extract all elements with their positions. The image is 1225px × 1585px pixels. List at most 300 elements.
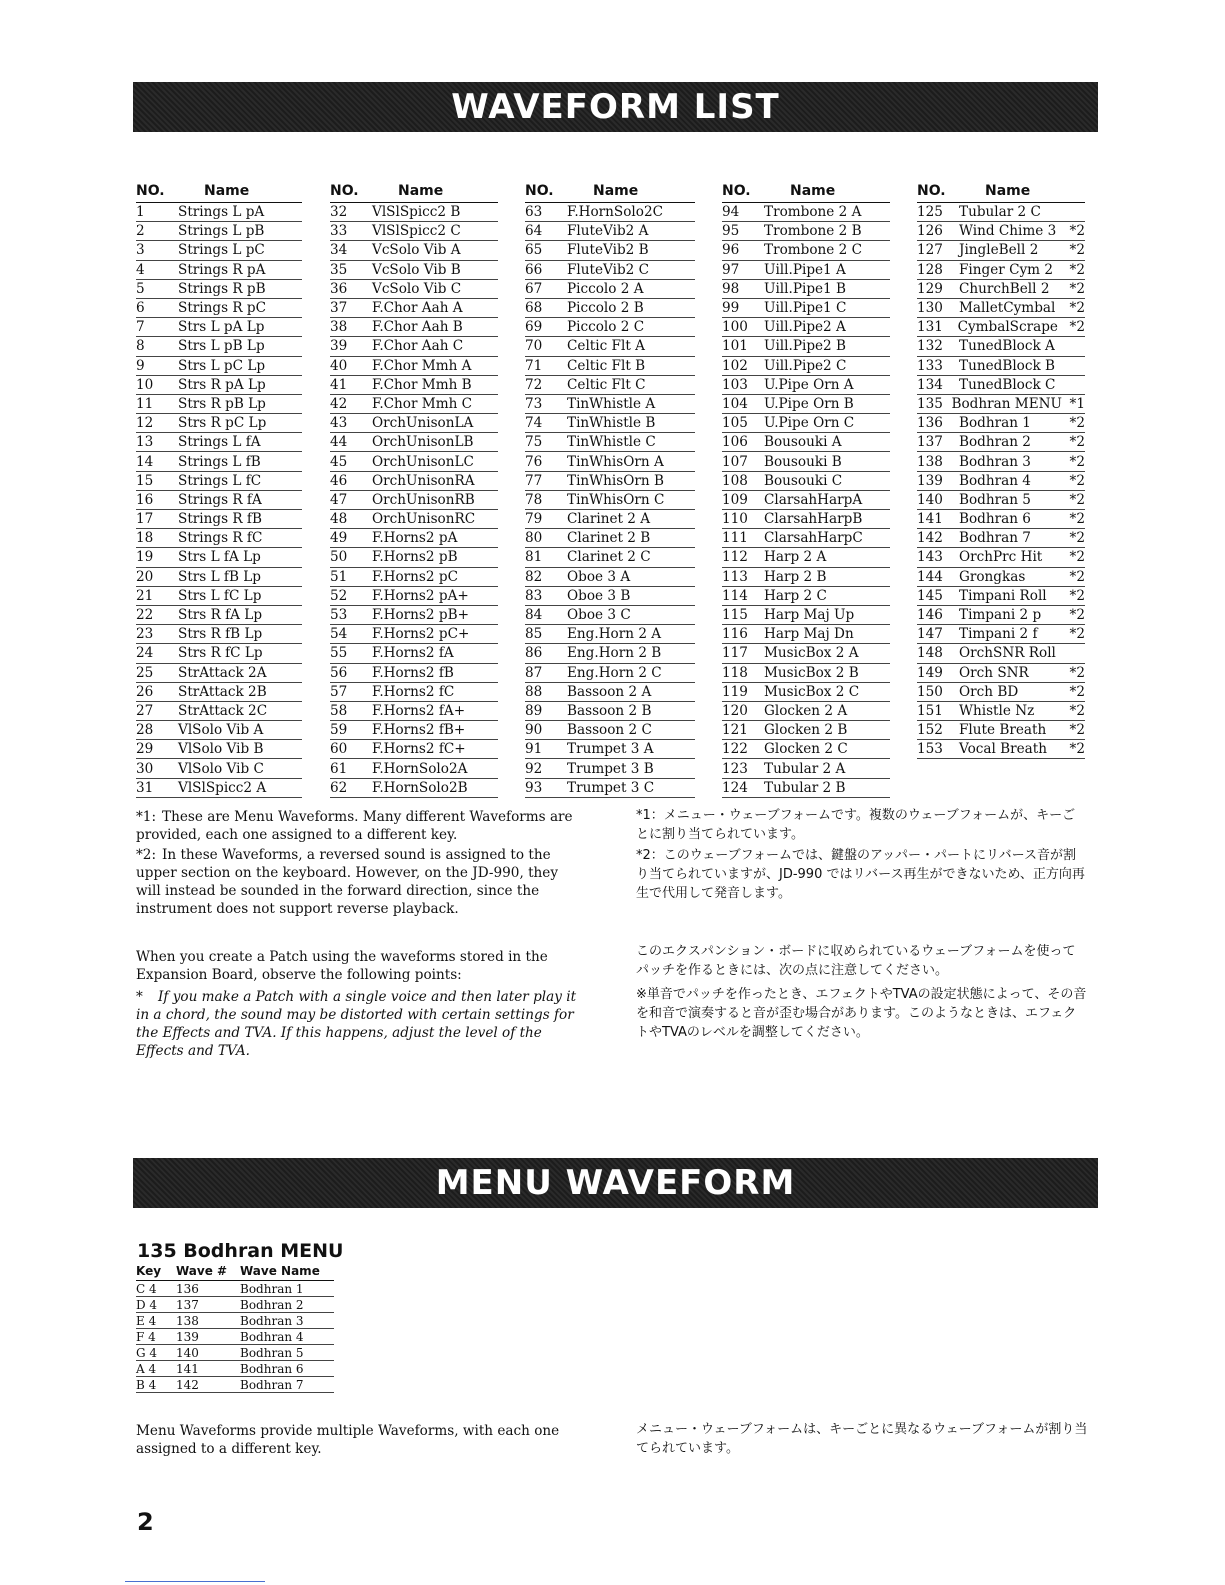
waveform-row — [917, 740, 1085, 759]
waveform-name: TinWhistle C — [567, 434, 656, 451]
waveform-row — [525, 702, 695, 721]
menu-key: B 4 — [136, 1377, 157, 1392]
waveform-name: Bassoon 2 A — [567, 683, 652, 700]
waveform-number: 85 — [525, 626, 543, 643]
waveform-number: 21 — [136, 587, 154, 604]
menu-key: C 4 — [136, 1281, 157, 1296]
waveform-number: 128 — [917, 261, 943, 278]
waveform-row — [136, 702, 302, 721]
menu-key: F 4 — [136, 1329, 156, 1344]
waveform-row — [722, 664, 890, 683]
header-no: NO. — [722, 183, 751, 199]
waveform-number: 111 — [722, 530, 748, 547]
waveform-row — [722, 568, 890, 587]
waveform-name: Uill.Pipe1 A — [764, 261, 846, 278]
waveform-row — [917, 529, 1085, 548]
waveform-row — [136, 433, 302, 452]
waveform-number: 54 — [330, 626, 348, 643]
waveform-row — [136, 625, 302, 644]
waveform-name: F.Chor Aah B — [372, 319, 463, 336]
waveform-name: Strs R pB Lp — [178, 395, 266, 412]
waveform-name: StrAttack 2A — [178, 664, 267, 681]
wave-column-5 — [917, 180, 1085, 759]
column-header — [722, 180, 890, 203]
waveform-name: Bousouki B — [764, 453, 842, 470]
waveform-number: 55 — [330, 645, 348, 662]
waveform-number: 7 — [136, 319, 145, 336]
waveform-number: 76 — [525, 453, 543, 470]
waveform-name: ClarsahHarpC — [764, 530, 863, 547]
waveform-number: 64 — [525, 223, 543, 240]
waveform-row — [722, 529, 890, 548]
waveform-note: *2 — [1069, 280, 1085, 297]
waveform-row — [525, 261, 695, 280]
waveform-number: 151 — [917, 702, 943, 719]
waveform-name: VlSolo Vib C — [178, 760, 264, 777]
waveform-name: F.Chor Mmh B — [372, 376, 472, 393]
waveform-number: 43 — [330, 415, 348, 432]
waveform-list-title: WAVEFORM LIST — [451, 87, 780, 127]
waveform-number: 138 — [917, 453, 943, 470]
waveform-number: 139 — [917, 472, 943, 489]
waveform-number: 117 — [722, 645, 748, 662]
waveform-number: 44 — [330, 434, 348, 451]
header-name: Name — [593, 183, 639, 199]
waveform-name: Glocken 2 A — [764, 702, 848, 719]
waveform-row — [722, 683, 890, 702]
waveform-name: TunedBlock C — [959, 376, 1056, 393]
waveform-number: 26 — [136, 683, 154, 700]
waveform-name: Strs L fB Lp — [178, 568, 261, 585]
waveform-name: Bodhran 6 — [959, 511, 1031, 528]
waveform-row — [525, 222, 695, 241]
waveform-name: Strs R fB Lp — [178, 626, 263, 643]
waveform-name: F.Horns2 pA+ — [372, 587, 469, 604]
waveform-note: *1 — [1069, 395, 1085, 412]
waveform-number: 152 — [917, 722, 943, 739]
waveform-number: 18 — [136, 530, 154, 547]
waveform-row — [917, 491, 1085, 510]
waveform-name: U.Pipe Orn A — [764, 376, 854, 393]
waveform-name: Trombone 2 C — [764, 242, 863, 259]
waveform-row — [330, 433, 498, 452]
waveform-row — [917, 261, 1085, 280]
waveform-number: 104 — [722, 395, 748, 412]
waveform-number: 50 — [330, 549, 348, 566]
waveform-row — [525, 740, 695, 759]
waveform-row — [136, 337, 302, 356]
waveform-number: 121 — [722, 722, 748, 739]
waveform-number: 127 — [917, 242, 943, 259]
waveform-name: Harp 2 C — [764, 587, 827, 604]
menu-wave-name: Bodhran 4 — [240, 1329, 304, 1344]
waveform-row — [917, 241, 1085, 260]
waveform-row — [525, 491, 695, 510]
waveform-row — [525, 721, 695, 740]
menu-row — [136, 1361, 334, 1377]
header-name: Name — [790, 183, 836, 199]
waveform-row — [525, 241, 695, 260]
waveform-name: Timpani Roll — [959, 587, 1047, 604]
waveform-number: 96 — [722, 242, 740, 259]
waveform-number: 79 — [525, 511, 543, 528]
waveform-name: Tubular 2 C — [959, 204, 1041, 221]
waveform-note: *2 — [1069, 587, 1085, 604]
waveform-row — [917, 625, 1085, 644]
waveform-name: Piccolo 2 C — [567, 319, 645, 336]
waveform-name: OrchPrc Hit — [959, 549, 1043, 566]
waveform-number: 118 — [722, 664, 748, 681]
waveform-name: Bousouki C — [764, 472, 843, 489]
waveform-row — [330, 241, 498, 260]
waveform-name: Strings L pB — [178, 223, 265, 240]
waveform-name: TinWhistle B — [567, 415, 656, 432]
waveform-row — [917, 683, 1085, 702]
waveform-row — [917, 721, 1085, 740]
waveform-note: *2 — [1069, 300, 1085, 317]
waveform-name: TunedBlock B — [959, 357, 1056, 374]
waveform-number: 94 — [722, 204, 740, 221]
waveform-row — [917, 203, 1085, 222]
waveform-name: Clarinet 2 C — [567, 549, 651, 566]
waveform-number: 123 — [722, 760, 748, 777]
waveform-row — [136, 203, 302, 222]
waveform-name: Harp 2 A — [764, 549, 827, 566]
waveform-number: 9 — [136, 357, 145, 374]
waveform-row — [917, 395, 1085, 414]
waveform-row — [525, 433, 695, 452]
waveform-name: F.Horns2 fC+ — [372, 741, 466, 758]
waveform-name: Celtic Flt C — [567, 376, 646, 393]
menu-key: D 4 — [136, 1297, 158, 1312]
waveform-row — [722, 261, 890, 280]
column-header — [525, 180, 695, 203]
waveform-row — [722, 414, 890, 433]
waveform-number: 30 — [136, 760, 154, 777]
waveform-number: 66 — [525, 261, 543, 278]
waveform-row — [330, 491, 498, 510]
waveform-name: Eng.Horn 2 C — [567, 664, 662, 681]
waveform-name: Harp Maj Dn — [764, 626, 854, 643]
menu-key: E 4 — [136, 1313, 157, 1328]
waveform-note: *2 — [1069, 741, 1085, 758]
waveform-row — [722, 721, 890, 740]
waveform-name: TinWhistle A — [567, 395, 656, 412]
waveform-row — [136, 683, 302, 702]
column-header — [330, 180, 498, 203]
waveform-number: 40 — [330, 357, 348, 374]
menu-row — [136, 1329, 334, 1345]
waveform-number: 146 — [917, 607, 943, 624]
waveform-name: VcSolo Vib C — [372, 280, 462, 297]
jp-menu-description: メニュー・ウェーブフォームは、キーごとに異なるウェーブフォームが割り当てられています。 — [636, 1422, 1088, 1456]
waveform-row — [722, 740, 890, 759]
waveform-number: 49 — [330, 530, 348, 547]
waveform-name: Strs R pA Lp — [178, 376, 266, 393]
waveform-row — [722, 376, 890, 395]
header-no: NO. — [330, 183, 359, 199]
waveform-number: 4 — [136, 261, 145, 278]
waveform-row — [722, 357, 890, 376]
waveform-number: 6 — [136, 300, 145, 317]
waveform-row — [722, 779, 890, 798]
waveform-name: ClarsahHarpB — [764, 511, 863, 528]
waveform-name: VcSolo Vib A — [372, 242, 461, 259]
waveform-number: 58 — [330, 702, 348, 719]
waveform-row — [722, 395, 890, 414]
waveform-name: StrAttack 2C — [178, 702, 268, 719]
waveform-name: Strs R fA Lp — [178, 607, 263, 624]
waveform-row — [722, 702, 890, 721]
waveform-name: Clarinet 2 A — [567, 511, 651, 528]
waveform-name: F.Chor Aah C — [372, 338, 464, 355]
waveform-number: 2 — [136, 223, 145, 240]
waveform-row — [136, 568, 302, 587]
column-header — [917, 180, 1085, 203]
waveform-note: *2 — [1069, 530, 1085, 547]
waveform-name: Strings R pA — [178, 261, 266, 278]
waveform-row — [136, 644, 302, 663]
waveform-number: 27 — [136, 702, 154, 719]
waveform-number: 83 — [525, 587, 543, 604]
jp-caution-text: ※単音でパッチを作ったとき、エフェクトやTVAの設定状態によって、その音を和音で演奏すると音が歪む場合があります。このようなときは、エフェクトやTVAのレベルを調整してください。 — [636, 987, 1087, 1040]
waveform-number: 28 — [136, 722, 154, 739]
waveform-name: F.Horns2 pC — [372, 568, 458, 585]
waveform-number: 34 — [330, 242, 348, 259]
waveform-name: OrchUnisonLB — [372, 434, 474, 451]
waveform-number: 87 — [525, 664, 543, 681]
waveform-row — [525, 280, 695, 299]
waveform-name: F.Horns2 fB — [372, 664, 454, 681]
waveform-row — [525, 472, 695, 491]
waveform-row — [917, 452, 1085, 471]
waveform-row — [136, 587, 302, 606]
waveform-row — [136, 759, 302, 778]
jp-footnote-1: *1：メニュー・ウェーブフォームです。複数のウェーブフォームが、キーごとに割り当てられています。 — [636, 808, 1076, 842]
waveform-number: 110 — [722, 511, 748, 528]
waveform-row — [136, 376, 302, 395]
waveform-row — [722, 452, 890, 471]
waveform-name: Trombone 2 B — [764, 223, 862, 240]
waveform-note: *2 — [1069, 453, 1085, 470]
header-name: Name — [985, 183, 1031, 199]
waveform-name: Strings L pC — [178, 242, 265, 259]
waveform-number: 95 — [722, 223, 740, 240]
waveform-row — [722, 433, 890, 452]
waveform-name: Bodhran MENU — [951, 395, 1062, 412]
waveform-name: F.Horns2 fA — [372, 645, 454, 662]
menu-row — [136, 1345, 334, 1361]
waveform-number: 8 — [136, 338, 145, 355]
waveform-row — [525, 414, 695, 433]
waveform-name: VlSolo Vib A — [178, 722, 264, 739]
waveform-note: *2 — [1069, 511, 1085, 528]
waveform-row — [330, 318, 498, 337]
waveform-name: Bodhran 2 — [959, 434, 1031, 451]
waveform-name: Glocken 2 B — [764, 722, 848, 739]
waveform-number: 120 — [722, 702, 748, 719]
waveform-row — [722, 280, 890, 299]
waveform-name: Eng.Horn 2 A — [567, 626, 662, 643]
waveform-name: Eng.Horn 2 B — [567, 645, 662, 662]
menu-wave-name: Bodhran 2 — [240, 1297, 304, 1312]
waveform-row — [722, 472, 890, 491]
menu-wave-name: Bodhran 3 — [240, 1313, 304, 1328]
waveform-number: 31 — [136, 779, 154, 796]
waveform-name: Bousouki A — [764, 434, 842, 451]
waveform-name: Trumpet 3 B — [567, 760, 654, 777]
waveform-row — [136, 414, 302, 433]
menu-wave-number: 140 — [176, 1345, 199, 1360]
waveform-name: Bassoon 2 B — [567, 702, 652, 719]
waveform-row — [722, 548, 890, 567]
waveform-row — [136, 779, 302, 798]
waveform-name: F.HornSolo2A — [372, 760, 468, 777]
waveform-name: Orch BD — [959, 683, 1019, 700]
waveform-name: VlSlSpicc2 C — [372, 223, 461, 240]
waveform-name: Strings R fA — [178, 491, 262, 508]
waveform-row — [330, 510, 498, 529]
waveform-name: Strings R pB — [178, 280, 266, 297]
waveform-number: 133 — [917, 357, 943, 374]
menu-key: A 4 — [136, 1361, 157, 1376]
waveform-name: OrchUnisonRC — [372, 511, 476, 528]
waveform-note: *2 — [1069, 242, 1085, 259]
waveform-name: Finger Cym 2 — [959, 261, 1054, 278]
waveform-number: 129 — [917, 280, 943, 297]
waveform-row — [330, 357, 498, 376]
waveform-number: 147 — [917, 626, 943, 643]
waveform-name: F.Chor Mmh A — [372, 357, 472, 374]
waveform-row — [330, 299, 498, 318]
waveform-number: 53 — [330, 607, 348, 624]
waveform-number: 63 — [525, 204, 543, 221]
waveform-number: 103 — [722, 376, 748, 393]
waveform-row — [330, 721, 498, 740]
waveform-number: 136 — [917, 415, 943, 432]
waveform-name: Vocal Breath — [959, 741, 1047, 758]
waveform-number: 16 — [136, 491, 154, 508]
waveform-name: Strs L pB Lp — [178, 338, 265, 355]
waveform-row — [136, 740, 302, 759]
waveform-number: 114 — [722, 587, 748, 604]
waveform-number: 89 — [525, 702, 543, 719]
waveform-name: Uill.Pipe2 B — [764, 338, 847, 355]
waveform-number: 67 — [525, 280, 543, 297]
waveform-number: 132 — [917, 338, 943, 355]
waveform-number: 93 — [525, 779, 543, 796]
waveform-row — [917, 280, 1085, 299]
waveform-row — [917, 587, 1085, 606]
waveform-name: ChurchBell 2 — [959, 280, 1050, 297]
waveform-number: 29 — [136, 741, 154, 758]
waveform-row — [525, 606, 695, 625]
waveform-row — [525, 625, 695, 644]
waveform-name: OrchSNR Roll — [959, 645, 1056, 662]
waveform-name: Bodhran 5 — [959, 491, 1031, 508]
waveform-name: Tubular 2 A — [764, 760, 846, 777]
waveform-row — [917, 222, 1085, 241]
jp-footnote-2: *2：このウェーブフォームでは、鍵盤のアッパー・パートにリバース音が割り当てられていますが、JD-990 ではリバース再生ができないため、正方向再生で代用して発音します。 — [636, 848, 1085, 901]
waveform-row — [722, 587, 890, 606]
menu-table-body — [136, 1281, 334, 1393]
waveform-row — [917, 414, 1085, 433]
waveform-number: 101 — [722, 338, 748, 355]
waveform-row — [330, 414, 498, 433]
waveform-row — [136, 395, 302, 414]
waveform-number: 142 — [917, 530, 943, 547]
waveform-number: 107 — [722, 453, 748, 470]
waveform-name: Oboe 3 B — [567, 587, 631, 604]
waveform-row — [330, 203, 498, 222]
waveform-row — [917, 299, 1085, 318]
menu-wave-number: 139 — [176, 1329, 199, 1344]
waveform-row — [917, 357, 1085, 376]
waveform-name: Clarinet 2 B — [567, 530, 651, 547]
waveform-number: 13 — [136, 434, 154, 451]
waveform-name: VlSolo Vib B — [178, 741, 264, 758]
waveform-number: 47 — [330, 491, 348, 508]
waveform-number: 109 — [722, 491, 748, 508]
waveform-name: Tubular 2 B — [764, 779, 846, 796]
header-name: Name — [398, 183, 444, 199]
waveform-name: Strings L fA — [178, 434, 261, 451]
wave-column-2 — [330, 180, 498, 798]
waveform-row — [722, 759, 890, 778]
waveform-row — [722, 222, 890, 241]
waveform-name: FluteVib2 B — [567, 242, 649, 259]
waveform-row — [330, 664, 498, 683]
menu-wave-number: 137 — [176, 1297, 199, 1312]
waveform-number: 68 — [525, 300, 543, 317]
column-header — [136, 180, 302, 203]
waveform-number: 60 — [330, 741, 348, 758]
footer-line — [125, 1581, 265, 1582]
waveform-row — [525, 318, 695, 337]
waveform-row — [722, 606, 890, 625]
waveform-row — [525, 452, 695, 471]
waveform-name: F.Horns2 pA — [372, 530, 458, 547]
waveform-number: 23 — [136, 626, 154, 643]
waveform-name: Trombone 2 A — [764, 204, 862, 221]
waveform-number: 25 — [136, 664, 154, 681]
waveform-row — [722, 510, 890, 529]
jp-expansion-text: このエクスパンション・ボードに収められているウェーブフォームを使ってパッチを作るときには、次の点に注意してください。 — [636, 944, 1076, 978]
waveform-row — [330, 261, 498, 280]
waveform-row — [330, 222, 498, 241]
waveform-row — [330, 759, 498, 778]
waveform-name: OrchUnisonRA — [372, 472, 475, 489]
waveform-row — [136, 357, 302, 376]
waveform-name: Orch SNR — [959, 664, 1029, 681]
waveform-name: JingleBell 2 — [959, 242, 1039, 259]
menu-wave-number: 136 — [176, 1281, 199, 1296]
waveform-row — [525, 568, 695, 587]
waveform-row — [330, 376, 498, 395]
waveform-row — [330, 548, 498, 567]
waveform-number: 82 — [525, 568, 543, 585]
wave-column-1 — [136, 180, 302, 798]
waveform-row — [525, 779, 695, 798]
waveform-name: TunedBlock A — [959, 338, 1055, 355]
waveform-name: Bassoon 2 C — [567, 722, 652, 739]
waveform-number: 1 — [136, 204, 145, 221]
waveform-row — [917, 568, 1085, 587]
waveform-row — [136, 472, 302, 491]
waveform-row — [722, 241, 890, 260]
waveform-name: F.HornSolo2C — [567, 204, 664, 221]
waveform-name: StrAttack 2B — [178, 683, 267, 700]
